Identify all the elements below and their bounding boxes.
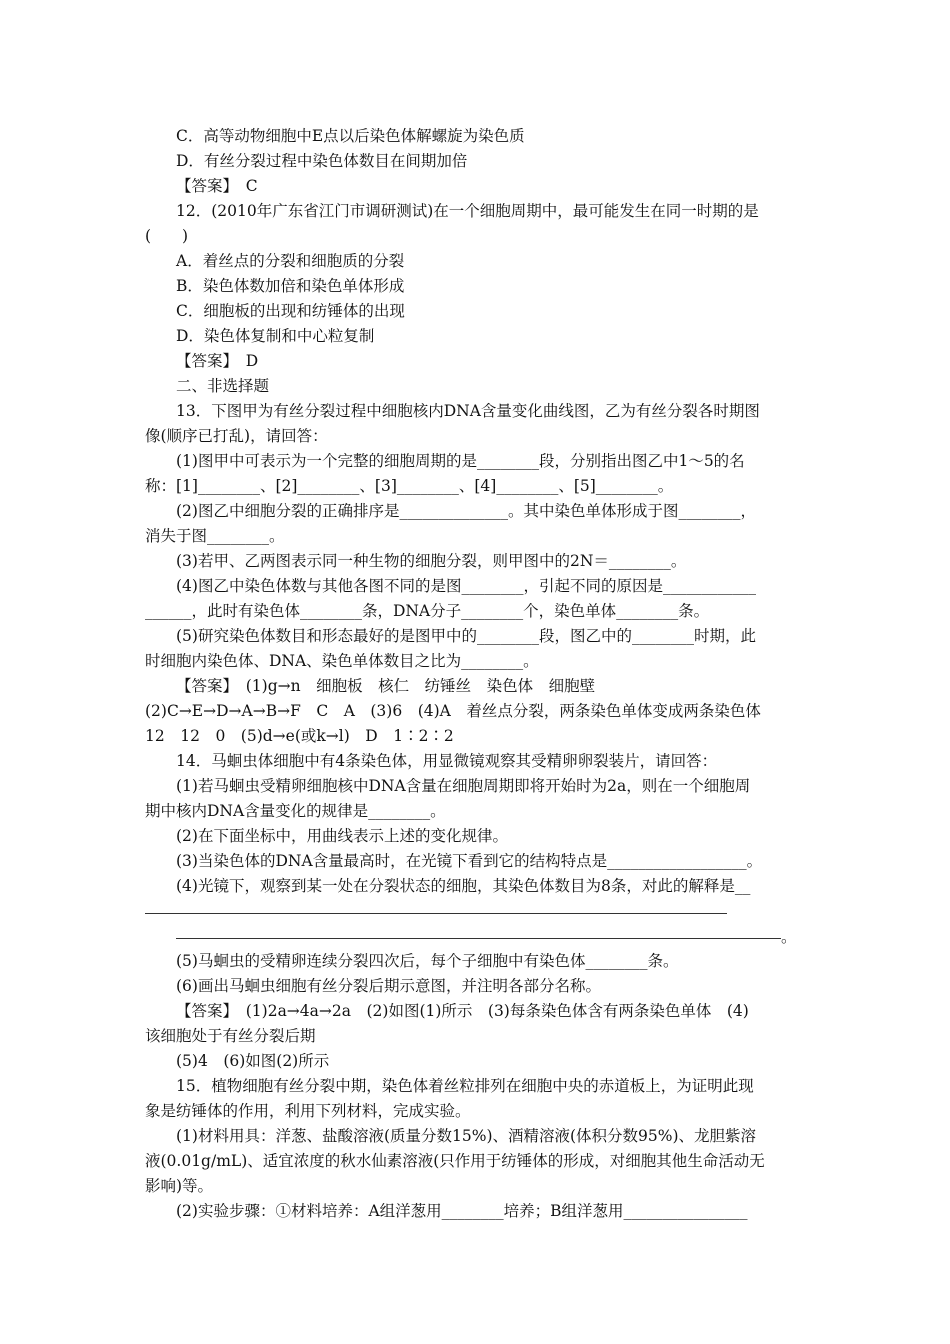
question-13-cont: 像(顺序已打乱)，请回答： <box>145 427 328 445</box>
answer-12: 【答案】 D <box>176 352 259 370</box>
answer-14-cont: 该细胞处于有丝分裂后期 <box>145 1027 316 1045</box>
option-c-12: C．细胞板的出现和纺锤体的出现 <box>176 302 405 320</box>
q14-part-1: (1)若马蛔虫受精卵细胞核中DNA含量在细胞周期即将开始时为2a，则在一个细胞周 <box>176 777 751 795</box>
q13-part-3: (3)若甲、乙两图表示同一种生物的细胞分裂，则甲图中的2N＝________。 <box>176 552 687 570</box>
q13-part-5-cont: 时细胞内染色体、DNA、染色单体数目之比为________。 <box>145 652 539 670</box>
answer-13-cont2: 12 12 0 (5)d→e(或k→l) D 1∶2∶2 <box>145 727 454 745</box>
question-12-bracket: ( ) <box>145 227 189 245</box>
option-c-11: C．高等动物细胞中E点以后染色体解螺旋为染色质 <box>176 127 525 145</box>
option-a-12: A．着丝点的分裂和细胞质的分裂 <box>176 252 405 270</box>
answer-blank-line <box>176 938 781 939</box>
question-15: 15．植物细胞有丝分裂中期，染色体着丝粒排列在细胞中央的赤道板上，为证明此现 <box>176 1077 754 1095</box>
q13-part-1-cont: 称：[1]________、[2]________、[3]________、[4]________、[5]________。 <box>145 477 674 495</box>
option-b-12: B．染色体数加倍和染色单体形成 <box>176 277 405 295</box>
q14-part-3: (3)当染色体的DNA含量最高时，在光镜下看到它的结构特点是__________________。 <box>176 852 763 870</box>
q14-part-6: (6)画出马蛔虫细胞有丝分裂后期示意图，并注明各部分名称。 <box>176 977 601 995</box>
q14-part-4: (4)光镜下，观察到某一处在分裂状态的细胞，其染色体数目为8条，对此的解释是__ <box>176 877 751 895</box>
q13-part-2: (2)图乙中细胞分裂的正确排序是______________。其中染色单体形成于图________， <box>176 502 756 520</box>
q13-part-4: (4)图乙中染色体数与其他各图不同的是图________，引起不同的原因是____________ <box>176 577 756 595</box>
answer-blank-line <box>145 913 727 914</box>
answer-14-cont2: (5)4 (6)如图(2)所示 <box>176 1052 330 1070</box>
blank-period: 。 <box>781 928 797 946</box>
answer-13-cont: (2)C→E→D→A→B→F C A (3)6 (4)A 着丝点分裂，两条染色单体变成两条染色体 <box>145 702 761 720</box>
question-12: 12．(2010年广东省江门市调研测试)在一个细胞周期中，最可能发生在同一时期的是 <box>176 202 759 220</box>
question-15-cont: 象是纺锤体的作用，利用下列材料，完成实验。 <box>145 1102 471 1120</box>
q14-part-5: (5)马蛔虫的受精卵连续分裂四次后，每个子细胞中有染色体________条。 <box>176 952 679 970</box>
q15-steps: (2)实验步骤：①材料培养：A组洋葱用________培养；B组洋葱用________________ <box>176 1202 748 1220</box>
answer-13: 【答案】 (1)g→n 细胞板 核仁 纺锤丝 染色体 细胞壁 <box>176 677 596 695</box>
q14-part-1-cont: 期中核内DNA含量变化的规律是________。 <box>145 802 446 820</box>
option-d-12: D．染色体复制和中心粒复制 <box>176 327 375 345</box>
q15-materials-cont2: 影响)等。 <box>145 1177 214 1195</box>
question-13: 13．下图甲为有丝分裂过程中细胞核内DNA含量变化曲线图，乙为有丝分裂各时期图 <box>176 402 760 420</box>
question-14: 14．马蛔虫体细胞中有4条染色体，用显微镜观察其受精卵卵裂装片，请回答： <box>176 752 718 770</box>
q15-materials-cont: 液(0.01g/mL)、适宜浓度的秋水仙素溶液(只作用于纺锤体的形成，对细胞其他生命活动无 <box>145 1152 765 1170</box>
section-heading: 二、非选择题 <box>176 377 270 395</box>
answer-14: 【答案】 (1)2a→4a→2a (2)如图(1)所示 (3)每条染色体含有两条染色单体 (4) <box>176 1002 749 1020</box>
q13-part-4-cont: ______，此时有染色体________条，DNA分子________个，染色单体________条。 <box>145 602 710 620</box>
q13-part-1: (1)图甲中可表示为一个完整的细胞周期的是________段，分别指出图乙中1～5的名 <box>176 452 745 470</box>
answer-11: 【答案】 C <box>176 177 258 195</box>
q15-materials: (1)材料用具：洋葱、盐酸溶液(质量分数15%)、酒精溶液(体积分数95%)、龙胆紫溶 <box>176 1127 757 1145</box>
q14-part-2: (2)在下面坐标中，用曲线表示上述的变化规律。 <box>176 827 508 845</box>
q13-part-5: (5)研究染色体数目和形态最好的是图甲中的________段，图乙中的________时期，此 <box>176 627 756 645</box>
option-d-11: D．有丝分裂过程中染色体数目在间期加倍 <box>176 152 468 170</box>
q13-part-2-cont: 消失于图________。 <box>145 527 285 545</box>
